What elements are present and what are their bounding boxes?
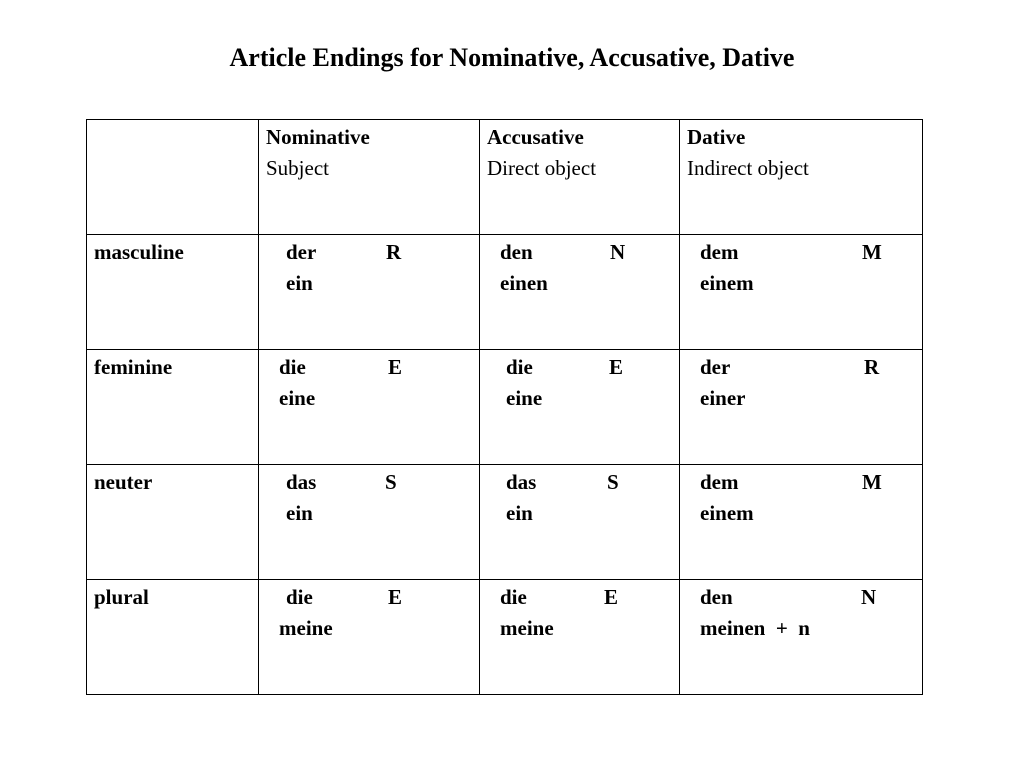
indefinite-article: ein (286, 501, 313, 525)
ending-letter: S (385, 470, 397, 494)
ending-letter: M (862, 240, 882, 264)
gender-label: feminine (94, 355, 173, 379)
indefinite-article: einem (700, 271, 754, 295)
ending-letter: M (862, 470, 882, 494)
gender-label: neuter (94, 470, 153, 494)
header-accusative (480, 120, 680, 235)
row-label-cell (87, 580, 259, 695)
case-name: Accusative (487, 125, 584, 149)
case-role: Direct object (487, 156, 597, 180)
definite-article: die (279, 355, 306, 379)
definite-article: der (286, 240, 317, 264)
table-row-masculine (87, 235, 923, 350)
row-label-cell (87, 235, 259, 350)
case-role: Indirect object (687, 156, 809, 180)
ending-letter: E (604, 585, 619, 609)
row-label-cell (87, 350, 259, 465)
header-dative (680, 120, 923, 235)
definite-article: die (286, 585, 313, 609)
definite-article: das (506, 470, 537, 494)
form-cell (259, 350, 480, 465)
ending-letter: E (609, 355, 624, 379)
form-cell (480, 465, 680, 580)
definite-article: dem (700, 470, 739, 494)
slide-title: Article Endings for Nominative, Accusative, Dative (229, 43, 795, 72)
case-name: Dative (687, 125, 746, 149)
form-cell (480, 580, 680, 695)
definite-article: die (500, 585, 527, 609)
case-role: Subject (266, 156, 329, 180)
indefinite-article: eine (506, 386, 543, 410)
indefinite-article: ein (286, 271, 313, 295)
table-row-feminine (87, 350, 923, 465)
form-cell (259, 465, 480, 580)
ending-letter: N (861, 585, 877, 609)
definite-article: die (506, 355, 533, 379)
indefinite-article: meine (500, 616, 554, 640)
form-cell (480, 235, 680, 350)
indefinite-article: einer (700, 386, 746, 410)
ending-letter: R (864, 355, 880, 379)
indefinite-article: einem (700, 501, 754, 525)
form-cell (259, 235, 480, 350)
corner-cell (87, 120, 259, 235)
definite-article: dem (700, 240, 739, 264)
indefinite-article: meine (279, 616, 333, 640)
definite-article: den (700, 585, 733, 609)
ending-letter: E (388, 585, 403, 609)
header-row (87, 120, 923, 235)
form-cell (480, 350, 680, 465)
case-name: Nominative (266, 125, 370, 149)
form-cell (680, 350, 923, 465)
table-row-neuter (87, 465, 923, 580)
definite-article: das (286, 470, 317, 494)
ending-letter: S (607, 470, 619, 494)
gender-label: plural (94, 585, 149, 609)
form-cell (259, 580, 480, 695)
ending-letter: R (386, 240, 402, 264)
indefinite-article: meinen + n (700, 616, 810, 640)
indefinite-article: ein (506, 501, 533, 525)
header-nominative (259, 120, 480, 235)
form-cell (680, 465, 923, 580)
form-cell (680, 235, 923, 350)
table-row-plural (87, 580, 923, 695)
indefinite-article: eine (279, 386, 316, 410)
row-label-cell (87, 465, 259, 580)
definite-article: der (700, 355, 731, 379)
ending-letter: E (388, 355, 403, 379)
form-cell (680, 580, 923, 695)
article-endings-table (86, 119, 923, 695)
indefinite-article: einen (500, 271, 548, 295)
gender-label: masculine (94, 240, 184, 264)
definite-article: den (500, 240, 533, 264)
ending-letter: N (610, 240, 626, 264)
